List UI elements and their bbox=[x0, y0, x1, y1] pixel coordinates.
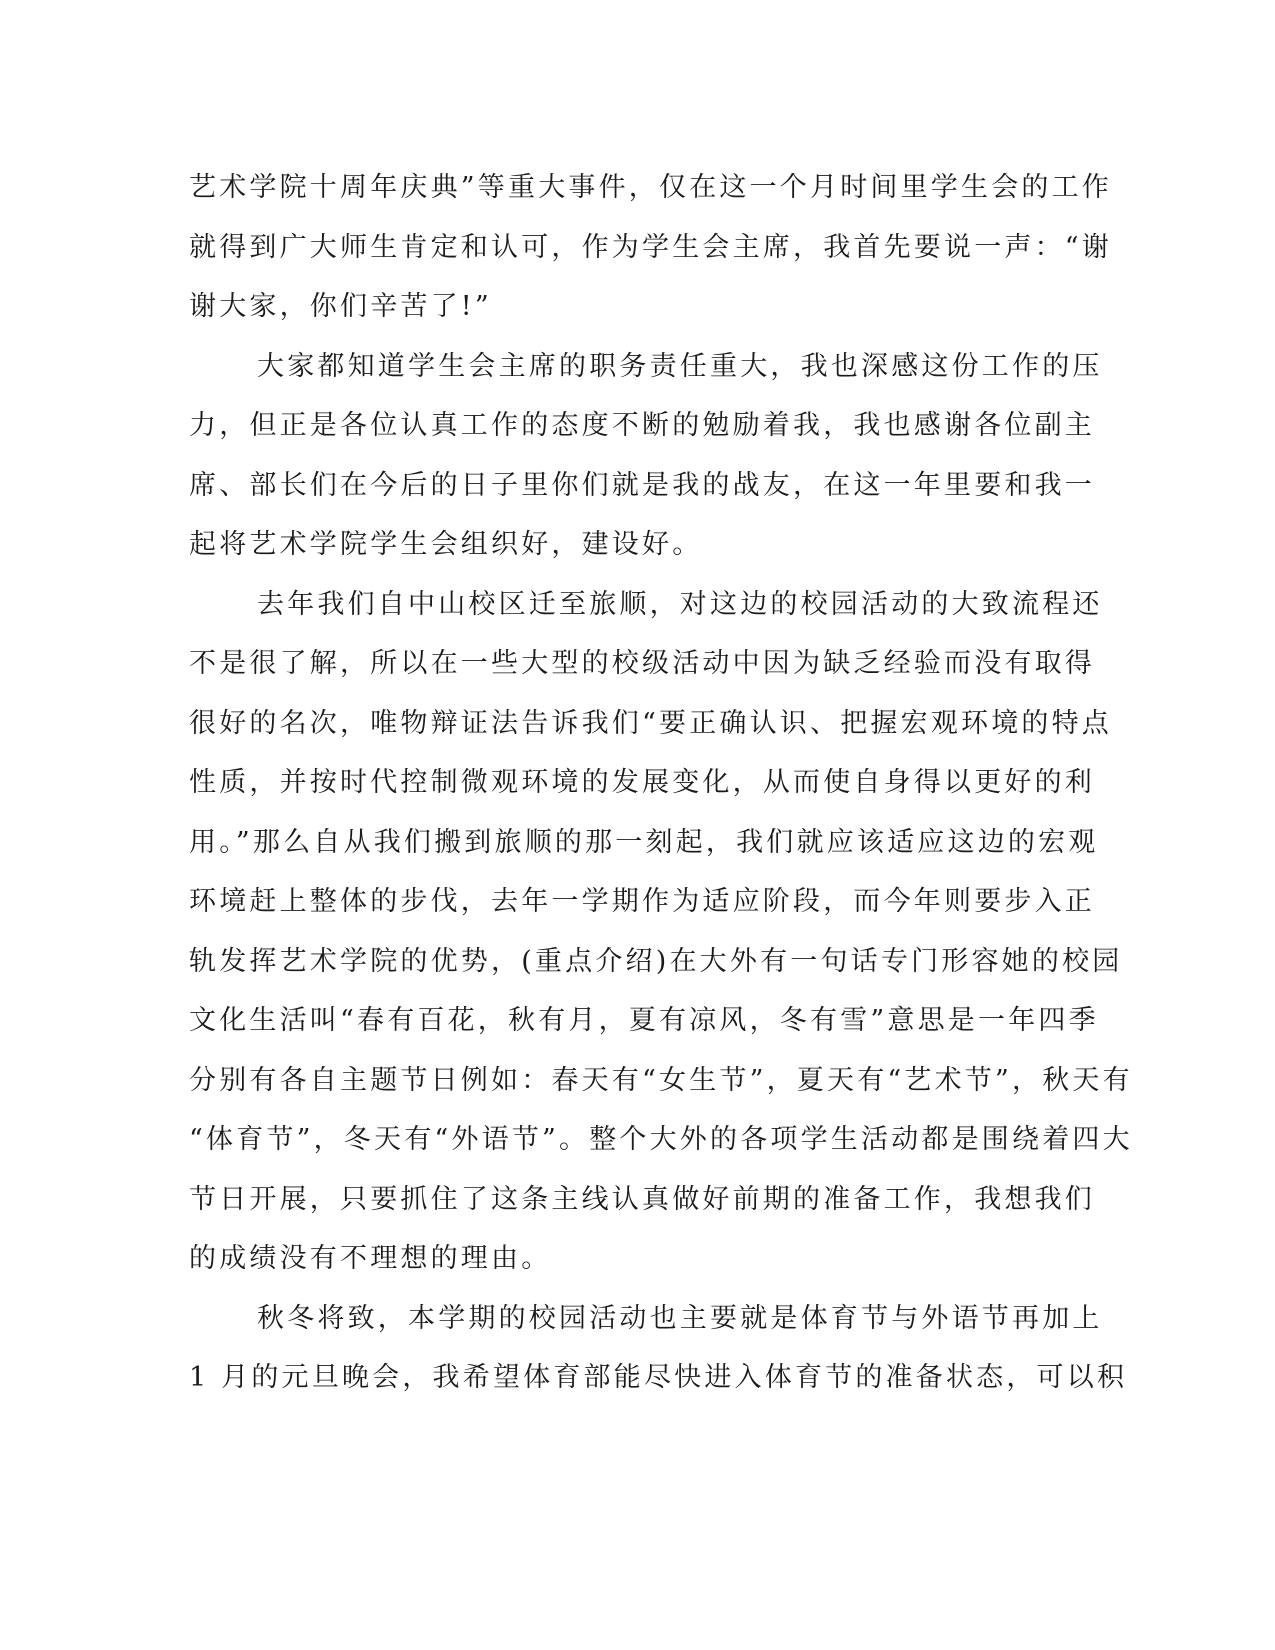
text-line: 不是很了解，所以在一些大型的校级活动中因为缺乏经验而没有取得 bbox=[189, 648, 1095, 679]
paragraph-1 bbox=[189, 158, 1113, 337]
text-line: 大家都知道学生会主席的职务责任重大，我也深感这份工作的压 bbox=[257, 350, 1103, 382]
text-line: 很好的名次，唯物辩证法告诉我们“要正确认识、把握宏观环境的特点 bbox=[189, 707, 1113, 739]
text-line: 节日开展，只要抓住了这条主线认真做好前期的准备工作，我想我们 bbox=[189, 1183, 1095, 1215]
text-line: 1 月的元旦晚会，我希望体育部能尽快进入体育节的准备状态，可以积 bbox=[189, 1362, 1128, 1393]
text-line: 文化生活叫“春有百花，秋有月，夏有凉风，冬有雪”意思是一年四季 bbox=[189, 1005, 1099, 1036]
text-line: 艺术学院十周年庆典”等重大事件，仅在这一个月时间里学生会的工作 bbox=[189, 172, 1113, 203]
text-line: 性质，并按时代控制微观环境的发展变化，从而使自身得以更好的利 bbox=[189, 767, 1095, 798]
text-line: 席、部长们在今后的日子里你们就是我的战友，在这一年里要和我一 bbox=[189, 469, 1095, 501]
text-line: “体育节”，冬天有“外语节”。整个大外的各项学生活动都是围绕着四大 bbox=[189, 1124, 1133, 1155]
text-line: 环境赶上整体的步伐，去年一学期作为适应阶段，而今年则要步入正 bbox=[189, 886, 1095, 917]
text-line: 轨发挥艺术学院的优势，(重点介绍)在大外有一句话专门形容她的校园 bbox=[189, 945, 1123, 977]
text-line: 谢大家，你们辛苦了!” bbox=[189, 291, 492, 322]
text-line: 秋冬将致，本学期的校园活动也主要就是体育节与外语节再加上 bbox=[257, 1302, 1103, 1334]
body-text bbox=[189, 158, 1133, 1408]
text-line: 的成绩没有不理想的理由。 bbox=[189, 1243, 552, 1274]
paragraph-2 bbox=[189, 337, 1103, 575]
text-line: 力，但正是各位认真工作的态度不断的勉励着我，我也感谢各位副主 bbox=[189, 410, 1095, 441]
text-line: 就得到广大师生肯定和认可，作为学生会主席，我首先要说一声：“谢 bbox=[189, 231, 1113, 263]
text-line: 用。”那么自从我们搬到旅顺的那一刻起，我们就应该适应这边的宏观 bbox=[189, 826, 1099, 858]
paragraph-4 bbox=[189, 1289, 1128, 1408]
paragraph-3 bbox=[189, 575, 1133, 1289]
text-line: 起将艺术学院学生会组织好，建设好。 bbox=[189, 529, 703, 560]
text-line: 分别有各自主题节日例如：春天有“女生节”，夏天有“艺术节”，秋天有 bbox=[189, 1064, 1133, 1096]
text-line: 去年我们自中山校区迁至旅顺，对这边的校园活动的大致流程还 bbox=[257, 588, 1103, 620]
